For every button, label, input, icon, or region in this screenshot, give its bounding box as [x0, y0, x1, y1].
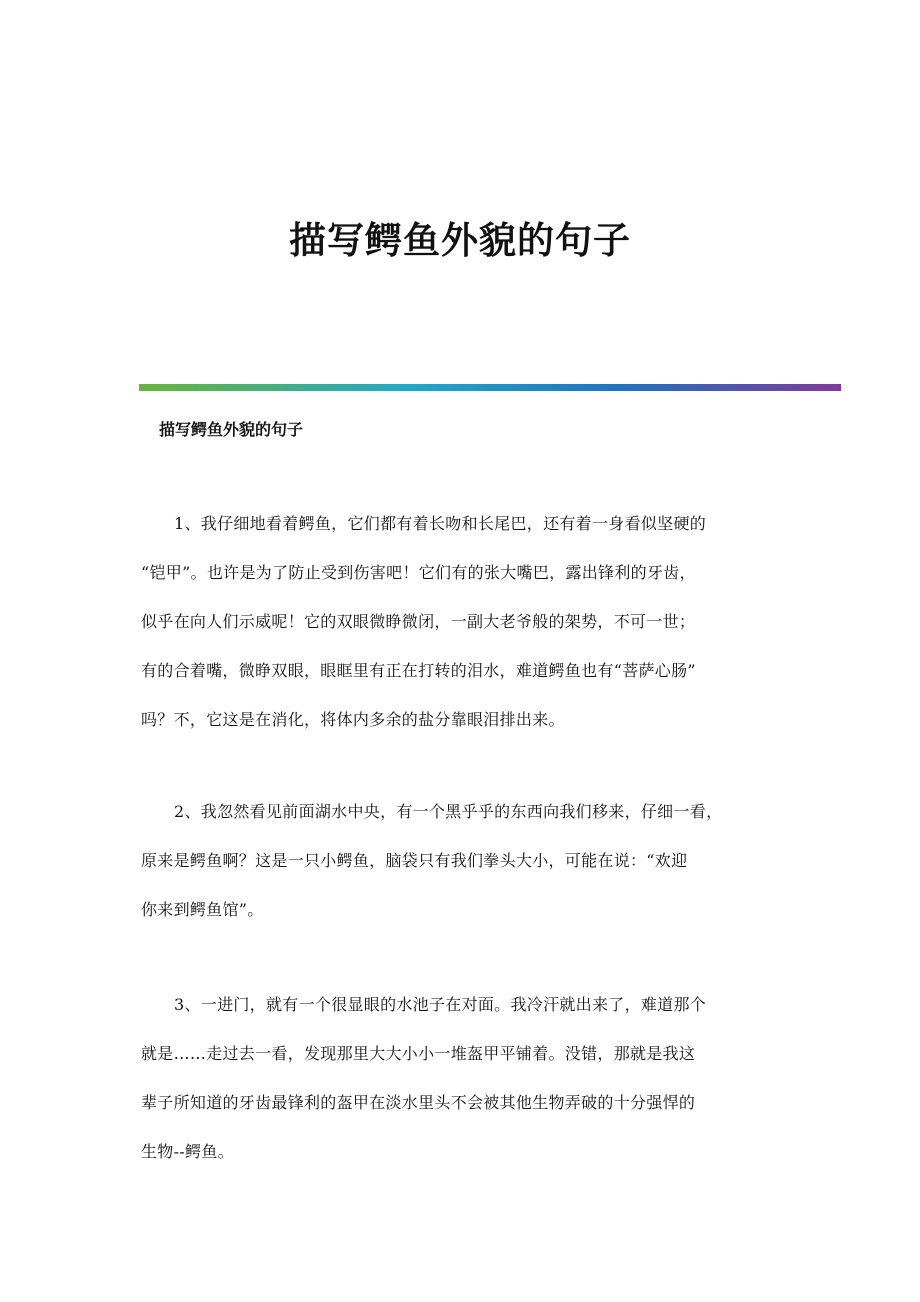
paragraph-line: 就是……走过去一看，发现那里大大小小一堆盔甲平铺着。没错，那就是我这	[141, 1044, 696, 1063]
paragraph-line: 似乎在向人们示威呢！它的双眼微睁微闭，一副大老爷般的架势，不可一世；	[141, 612, 696, 631]
paragraph-line: 1、我仔细地看着鳄鱼，它们都有着长吻和长尾巴，还有着一身看似坚硬的	[174, 514, 707, 533]
paragraph-line: 3、一进门，就有一个很显眼的水池子在对面。我冷汗就出来了，难道那个	[174, 995, 707, 1014]
paragraph-line: 生物--鳄鱼。	[141, 1142, 234, 1161]
paragraph-line: “铠甲”。也许是为了防止受到伤害吧！它们有的张大嘴巴，露出锋利的牙齿，	[141, 563, 696, 582]
paragraph-3	[141, 991, 801, 1187]
paragraph-2	[141, 798, 801, 945]
paragraph-line: 有的合着嘴，微睁双眼，眼眶里有正在打转的泪水，难道鳄鱼也有“菩萨心肠”	[141, 661, 696, 680]
gradient-divider	[139, 384, 841, 391]
document-title: 描写鳄鱼外貌的句子	[289, 218, 631, 262]
paragraph-line: 2、我忽然看见前面湖水中央，有一个黑乎乎的东西向我们移来，仔细一看，	[174, 802, 723, 821]
paragraph-line: 辈子所知道的牙齿最锋利的盔甲在淡水里头不会被其他生物弄破的十分强悍的	[141, 1093, 696, 1112]
paragraph-line: 你来到鳄鱼馆”。	[141, 900, 264, 919]
section-subtitle: 描写鳄鱼外貌的句子	[159, 420, 304, 439]
paragraph-line: 吗？不，它这是在消化，将体内多余的盐分靠眼泪排出来。	[141, 710, 565, 729]
paragraph-1	[141, 510, 801, 755]
paragraph-line: 原来是鳄鱼啊？这是一只小鳄鱼，脑袋只有我们拳头大小，可能在说：“欢迎	[141, 851, 688, 870]
